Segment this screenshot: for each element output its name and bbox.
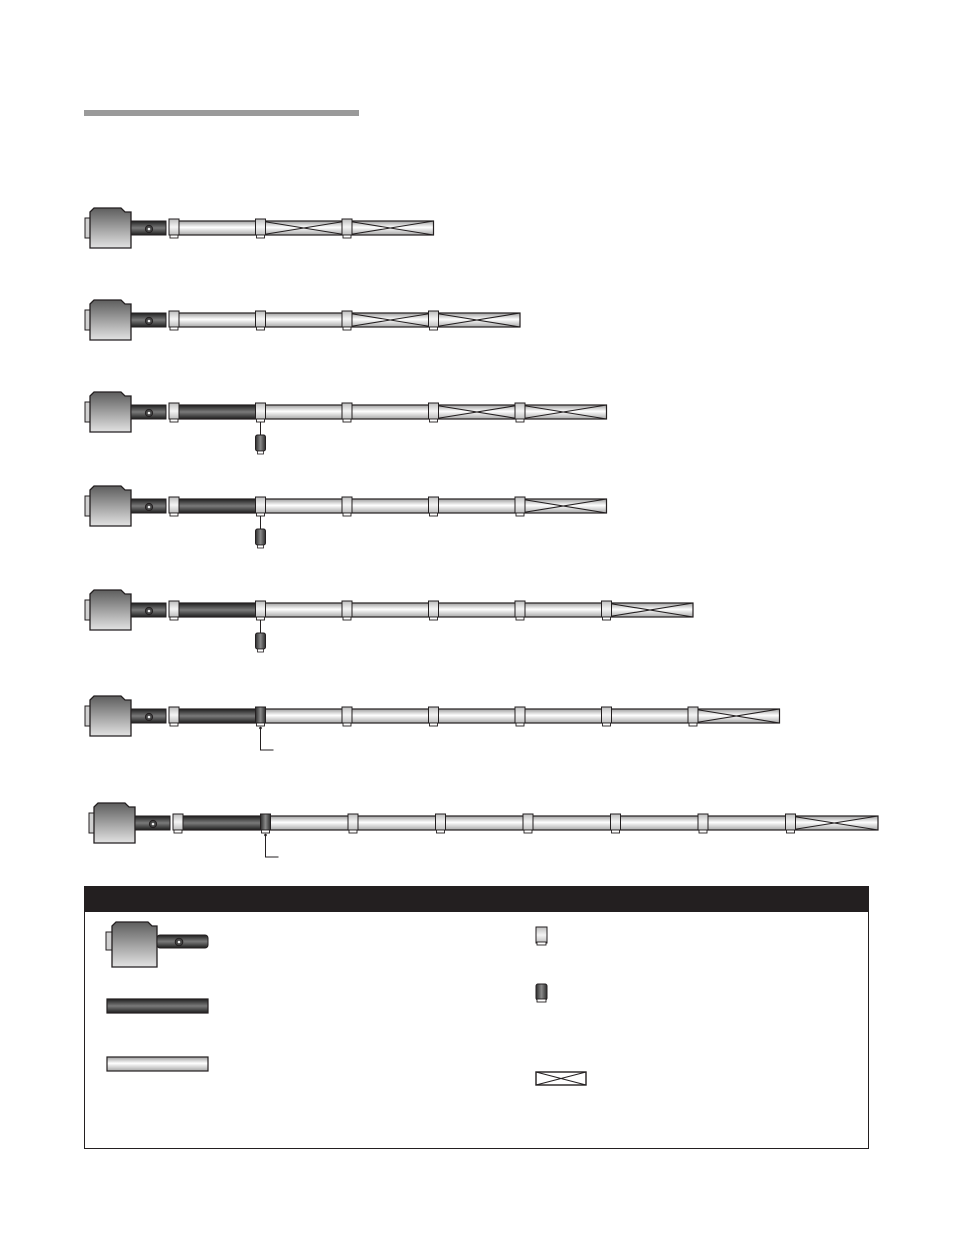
light-tube [616, 816, 704, 830]
center-support [256, 620, 266, 652]
end-section [434, 313, 521, 327]
burner-motor-icon [85, 208, 166, 248]
hanger-clip [602, 601, 612, 620]
light-tube [703, 816, 791, 830]
hanger-clip [429, 601, 439, 620]
legend-diagram [85, 912, 867, 1148]
hanger-clip [515, 403, 525, 422]
hanger-clip [256, 219, 266, 238]
light-tube [528, 816, 616, 830]
hanger-clip [786, 814, 796, 833]
legend-light-clip [536, 927, 547, 945]
end-section [693, 709, 780, 723]
legend-box [84, 886, 869, 1149]
light-tube [434, 499, 521, 513]
legend-light-tube [107, 1057, 208, 1071]
configuration-row [89, 803, 878, 857]
hanger-clip [342, 219, 352, 238]
hanger-clip [342, 311, 352, 330]
end-section [607, 603, 694, 617]
light-tube [261, 499, 348, 513]
hanger-clip [698, 814, 708, 833]
burner-motor-icon [85, 590, 166, 630]
hanger-clip [515, 601, 525, 620]
hanger-clip [169, 311, 179, 330]
legend-header-bar [85, 887, 868, 912]
end-section [520, 405, 607, 419]
hanger-clip [342, 707, 352, 726]
light-tube [261, 709, 348, 723]
light-tube [347, 603, 434, 617]
light-tube [261, 603, 348, 617]
hanger-clip [429, 311, 439, 330]
light-tube [353, 816, 441, 830]
dark-tube [174, 499, 261, 513]
light-tube [347, 709, 434, 723]
hanger-clip [602, 707, 612, 726]
hanger-clip [342, 403, 352, 422]
hanger-clip [256, 311, 266, 330]
light-tube [174, 221, 261, 235]
dark-coupling [261, 814, 271, 833]
hanger-clip [429, 497, 439, 516]
dark-tube [178, 816, 266, 830]
light-tube [347, 499, 434, 513]
tee-marker [259, 727, 273, 750]
configuration-row [85, 300, 520, 340]
hanger-clip [342, 601, 352, 620]
hanger-clip [169, 219, 179, 238]
configuration-row [85, 486, 607, 548]
end-section [791, 816, 879, 830]
hanger-clip [436, 814, 446, 833]
dark-coupling [256, 707, 266, 726]
hanger-clip [256, 403, 266, 422]
light-tube [441, 816, 529, 830]
light-tube [520, 603, 607, 617]
tee-marker [264, 834, 278, 857]
configuration-row [85, 696, 780, 750]
legend-dark-tube [107, 999, 208, 1013]
center-support [256, 516, 266, 548]
burner-motor-icon [85, 696, 166, 736]
hanger-clip [342, 497, 352, 516]
configuration-row [85, 392, 607, 454]
end-section [347, 313, 434, 327]
hanger-clip [611, 814, 621, 833]
light-tube [347, 405, 434, 419]
dark-tube [174, 405, 261, 419]
end-section [434, 405, 521, 419]
burner-motor-icon [85, 300, 166, 340]
hanger-clip [256, 601, 266, 620]
hanger-clip [169, 497, 179, 516]
light-tube [261, 405, 348, 419]
burner-motor-icon [85, 486, 166, 526]
configuration-row [85, 208, 434, 248]
hanger-clip [429, 403, 439, 422]
dark-tube [174, 603, 261, 617]
center-support [256, 422, 266, 454]
light-tube [434, 709, 521, 723]
hanger-clip [515, 707, 525, 726]
light-tube [520, 709, 607, 723]
hanger-clip [688, 707, 698, 726]
light-tube [434, 603, 521, 617]
legend-dark-clip [536, 984, 547, 1002]
hanger-clip [169, 601, 179, 620]
end-section [347, 221, 434, 235]
configuration-row [85, 590, 693, 652]
dark-tube [174, 709, 261, 723]
hanger-clip [169, 707, 179, 726]
burner-motor-icon [89, 803, 170, 843]
hanger-clip [523, 814, 533, 833]
light-tube [174, 313, 261, 327]
hanger-clip [515, 497, 525, 516]
legend-end-section [536, 1072, 586, 1085]
end-section [261, 221, 348, 235]
hanger-clip [429, 707, 439, 726]
end-section [520, 499, 607, 513]
light-tube [607, 709, 694, 723]
hanger-clip [256, 497, 266, 516]
light-tube [266, 816, 354, 830]
light-tube [261, 313, 348, 327]
burner-motor-icon [85, 392, 166, 432]
legend-burner-assembly [106, 922, 208, 967]
hanger-clip [169, 403, 179, 422]
hanger-clip [348, 814, 358, 833]
hanger-clip [173, 814, 183, 833]
